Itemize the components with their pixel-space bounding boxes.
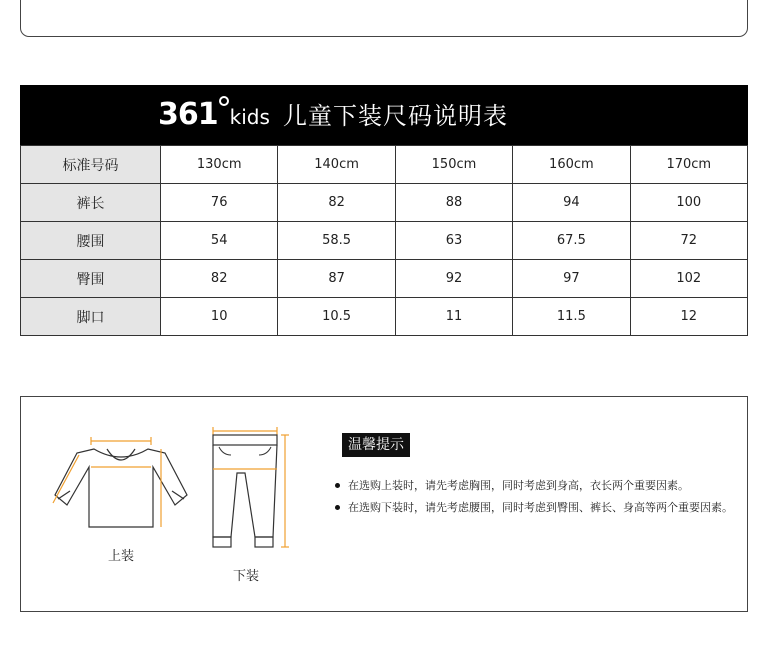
table-cell: 10.5 — [278, 298, 395, 336]
table-cell: 58.5 — [278, 222, 395, 260]
table-cell: 54 — [161, 222, 278, 260]
table-cell: 87 — [278, 260, 395, 298]
row-header: 腰围 — [21, 222, 161, 260]
bottom-garment-figure — [207, 425, 297, 555]
table-cell: 11.5 — [513, 298, 630, 336]
table-cell: 100 — [630, 184, 747, 222]
banner — [20, 85, 748, 145]
table-cell: 102 — [630, 260, 747, 298]
table-cell: 76 — [161, 184, 278, 222]
table-cell: 63 — [395, 222, 512, 260]
table-cell: 82 — [278, 184, 395, 222]
tip-item — [333, 477, 733, 495]
table-cell: 88 — [395, 184, 512, 222]
table-row — [21, 146, 748, 184]
table-cell: 72 — [630, 222, 747, 260]
table-cell: 97 — [513, 260, 630, 298]
size-table — [20, 145, 748, 336]
bullet-icon — [335, 483, 340, 488]
banner-title: 儿童下装尺码说明表 — [283, 102, 508, 130]
table-row — [21, 222, 748, 260]
table-cell: 12 — [630, 298, 747, 336]
table-cell: 150cm — [395, 146, 512, 184]
tip-text: 在选购上装时，请先考虑胸围，同时考虑到身高，衣长两个重要因素。 — [348, 479, 689, 492]
table-cell: 94 — [513, 184, 630, 222]
table-cell: 130cm — [161, 146, 278, 184]
table-cell: 82 — [161, 260, 278, 298]
tip-text: 在选购下装时，请先考虑腰围，同时考虑到臀围、裤长、身高等两个重要因素。 — [348, 501, 733, 514]
table-cell: 170cm — [630, 146, 747, 184]
table-cell: 92 — [395, 260, 512, 298]
degree-mark-icon — [219, 96, 229, 106]
tip-item — [333, 499, 733, 517]
table-cell: 67.5 — [513, 222, 630, 260]
size-chart — [20, 85, 748, 336]
tips-panel — [20, 396, 748, 612]
row-header: 脚口 — [21, 298, 161, 336]
top-garment-label: 上装 — [108, 549, 135, 564]
table-row — [21, 184, 748, 222]
brand-number: 361 — [158, 97, 218, 132]
table-row — [21, 260, 748, 298]
table-row — [21, 298, 748, 336]
brand-logo — [158, 95, 270, 135]
table-cell: 160cm — [513, 146, 630, 184]
bullet-icon — [335, 505, 340, 510]
top-garment-figure — [49, 435, 189, 535]
tips-list — [333, 477, 733, 521]
row-header: 标准号码 — [21, 146, 161, 184]
top-frame — [20, 0, 748, 37]
bottom-garment-label: 下装 — [233, 569, 260, 584]
tips-title: 温馨提示 — [342, 433, 410, 457]
brand-suffix: kids — [229, 105, 270, 129]
table-cell: 10 — [161, 298, 278, 336]
row-header: 臀围 — [21, 260, 161, 298]
row-header: 裤长 — [21, 184, 161, 222]
table-cell: 140cm — [278, 146, 395, 184]
table-cell: 11 — [395, 298, 512, 336]
